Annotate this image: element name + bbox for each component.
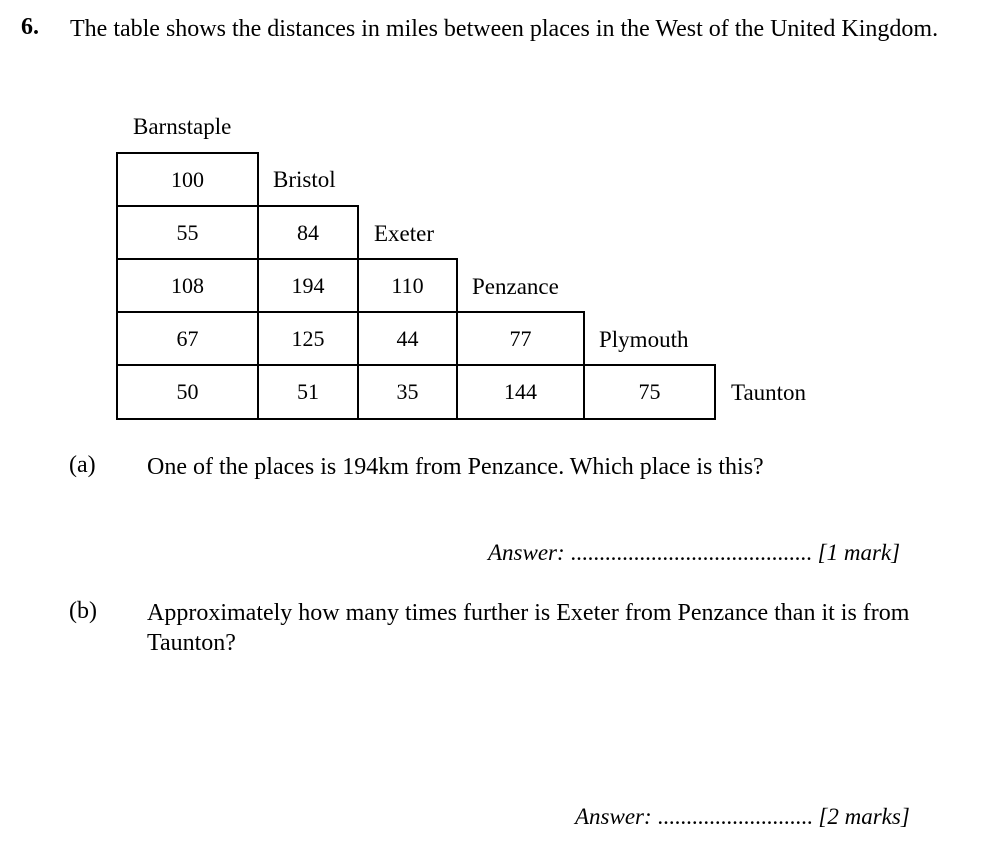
table-cell: 144 xyxy=(456,364,585,420)
place-label-exeter: Exeter xyxy=(374,221,435,246)
table-cell: 50 xyxy=(116,364,259,420)
place-label-barnstaple: Barnstaple xyxy=(133,114,232,139)
place-label-penzance: Penzance xyxy=(472,274,559,299)
table-cell: 35 xyxy=(357,364,458,420)
answer-dots[interactable]: ........................... xyxy=(657,804,813,829)
answer-dots[interactable]: .......................................... xyxy=(570,540,812,565)
part-letter: (b) xyxy=(69,598,97,624)
part-letter: (a) xyxy=(69,452,96,478)
question-number: 6. xyxy=(21,14,39,40)
place-label-bristol: Bristol xyxy=(273,167,336,192)
table-cell: 108 xyxy=(116,258,259,313)
table-cell: 75 xyxy=(583,364,716,420)
table-cell: 125 xyxy=(257,311,359,366)
table-cell: 44 xyxy=(357,311,458,366)
table-cell: 110 xyxy=(357,258,458,313)
table-cell: 55 xyxy=(116,205,259,260)
answer-line xyxy=(575,804,910,830)
place-label-plymouth: Plymouth xyxy=(599,327,689,352)
place-label-taunton: Taunton xyxy=(731,380,807,405)
table-cell: 67 xyxy=(116,311,259,366)
table-cell: 77 xyxy=(456,311,585,366)
question-intro: The table shows the distances in miles between places in the West of the United Kingdom. xyxy=(70,16,939,42)
answer-label: Answer: xyxy=(488,540,565,565)
table-cell: 84 xyxy=(257,205,359,260)
answer-label: Answer: xyxy=(575,804,652,829)
answer-line xyxy=(488,540,900,566)
table-cell: 100 xyxy=(116,152,259,207)
table-cell: 51 xyxy=(257,364,359,420)
marks-label: [1 mark] xyxy=(817,540,901,565)
marks-label: [2 marks] xyxy=(818,804,910,829)
part-text: Approximately how many times further is Exeter from Penzance than it is from Taunton? xyxy=(147,600,910,656)
table-cell: 194 xyxy=(257,258,359,313)
part-text: One of the places is 194km from Penzance. Which place is this? xyxy=(147,454,764,480)
